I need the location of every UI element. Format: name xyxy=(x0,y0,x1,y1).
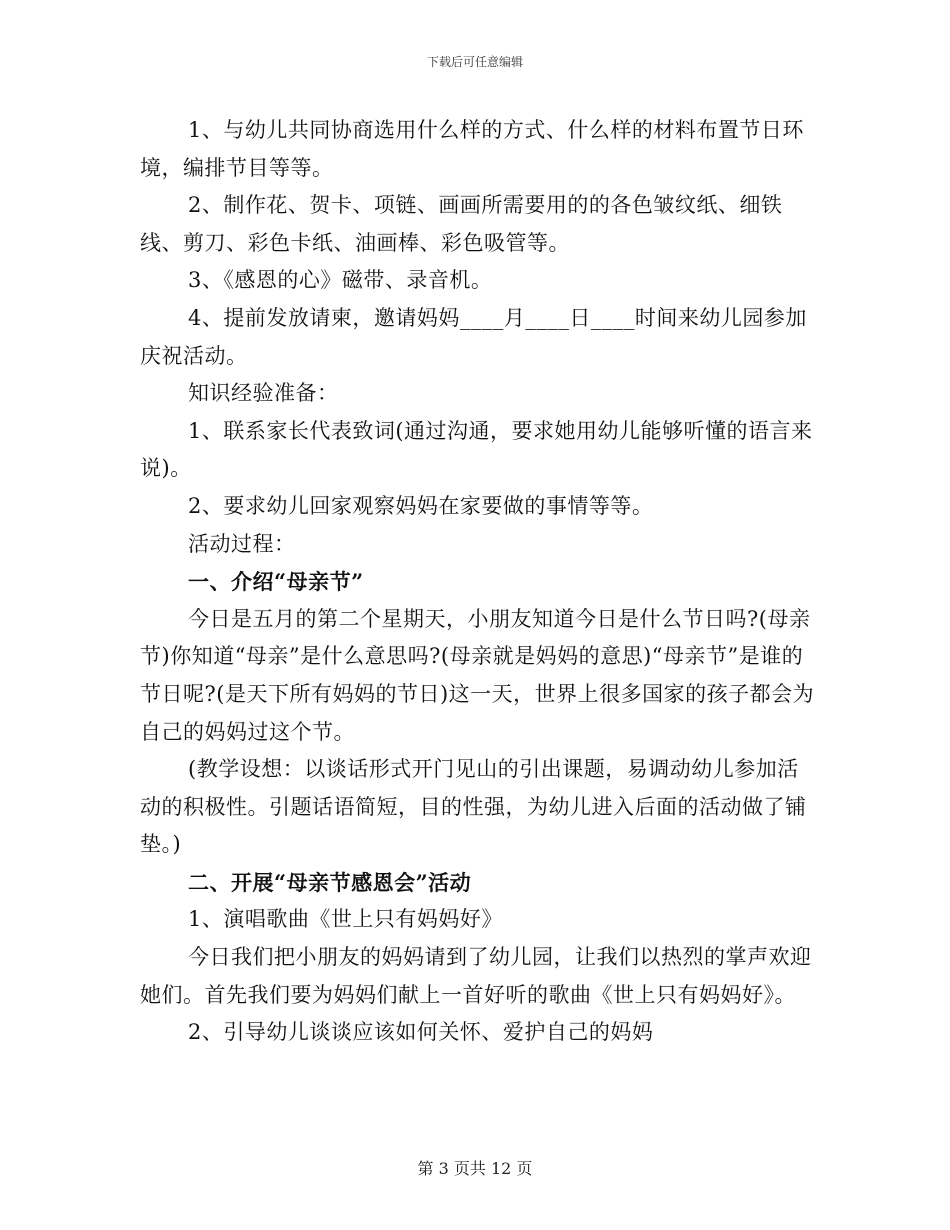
paragraph-teaching-note: (教学设想：以谈话形式开门见山的引出课题，易调动幼儿参加活动的积极性。引题话语简短，目的性强，为幼儿进入后面的活动做了铺垫。) xyxy=(140,757,807,857)
section-heading-1: 一、介绍“母亲节” xyxy=(188,569,364,595)
paragraph-song: 今日我们把小朋友的妈妈请到了幼儿园，让我们以热烈的掌声欢迎她们。首先我们要为妈妈们献上一首好听的歌曲《世上只有妈妈好》。 xyxy=(140,945,812,1007)
paragraph-materials-2: 2、制作花、贺卡、项链、画画所需要用的的各色皱纹纸、细铁线、剪刀、彩色卡纸、油画棒、彩色吸管等。 xyxy=(140,193,783,255)
subheading-song: 1、演唱歌曲《世上只有妈妈好》 xyxy=(188,907,503,932)
paragraph-knowledge-1: 1、联系家长代表致词(通过沟通，要求她用幼儿能够听懂的语言来说)。 xyxy=(140,418,813,481)
paragraph-intro: 今日是五月的第二个星期天，小朋友知道今日是什么节日吗?(母亲节)你知道“母亲”是什么意思吗?(母亲就是妈妈的意思)“母亲节”是谁的节日呢?(是天下所有妈妈的节日)这一天，世界上很多国家的孩子都会为自己的妈妈过这个节。 xyxy=(140,606,815,744)
paragraph-knowledge-2: 2、要求幼儿回家观察妈妈在家要做的事情等等。 xyxy=(188,493,654,518)
section-heading-2: 二、开展“母亲节感恩会”活动 xyxy=(188,869,472,895)
paragraph-materials-1: 1、与幼儿共同协商选用什么样的方式、什么样的材料布置节日环境，编排节目等等。 xyxy=(140,118,804,180)
page-footer: 第 3 页共 12 页 xyxy=(417,1159,533,1178)
paragraph-materials-4: 4、提前发放请柬，邀请妈妈____月____日____时间来幼儿园参加庆祝活动。 xyxy=(140,305,807,368)
heading-activity-process: 活动过程： xyxy=(188,531,296,556)
subheading-care: 2、引导幼儿谈谈应该如何关怀、爱护自己的妈妈 xyxy=(188,1020,654,1045)
paragraph-materials-3: 3、《感恩的心》磁带、录音机。 xyxy=(188,268,493,293)
page-header: 下载后可任意编辑 xyxy=(426,55,523,69)
document-body xyxy=(140,112,820,1052)
heading-knowledge-prep: 知识经验准备： xyxy=(188,381,339,406)
